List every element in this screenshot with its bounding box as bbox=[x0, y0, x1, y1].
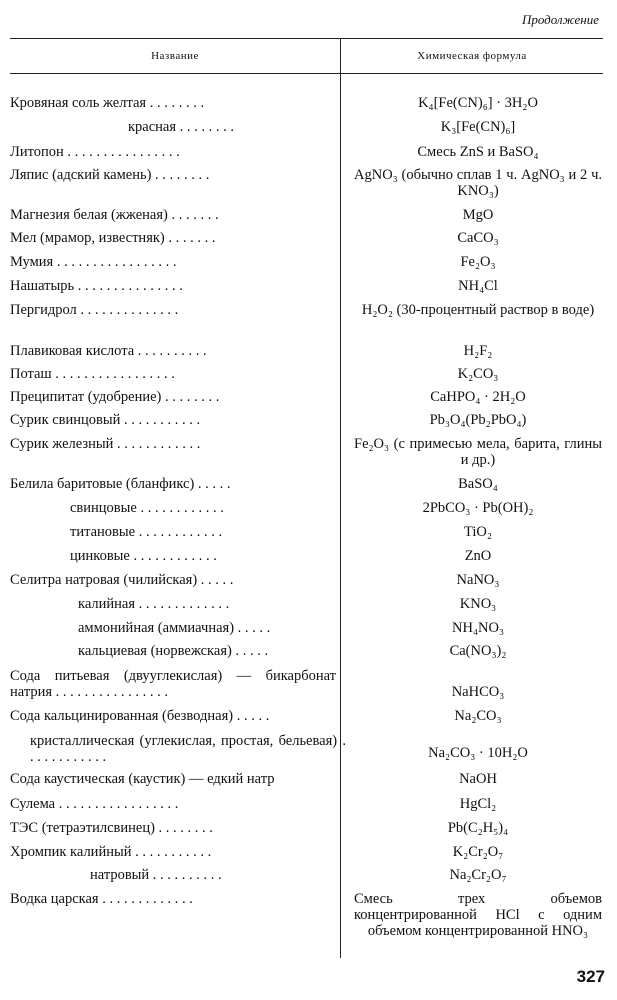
chemical-formula: Na₂Cr₂O₇ bbox=[449, 867, 507, 883]
chemical-formula: Pb₃O₄(Pb₂PbO₄) bbox=[429, 412, 527, 428]
substance-name: Литопон . . . . . . . . . . . . . . . . bbox=[10, 144, 180, 160]
substance-name: Сурик свинцовый . . . . . . . . . . . bbox=[10, 412, 201, 428]
chemical-formula: TiO₂ bbox=[464, 524, 492, 540]
substance-name: Сода каустическая (каустик) — едкий натр bbox=[10, 771, 275, 787]
chemical-formula: H₂F₂ bbox=[463, 343, 493, 359]
header-name-column: Название bbox=[151, 50, 199, 62]
page-number: 327 bbox=[576, 967, 605, 986]
chemical-formula: K₄[Fe(CN)₆] · 3H₂O bbox=[418, 95, 538, 111]
substance-name: Преципитат (удобрение) . . . . . . . . bbox=[10, 389, 220, 405]
chemical-formula: HgCl₂ bbox=[459, 796, 497, 812]
chemical-formula: NH₄NO₃ bbox=[452, 620, 504, 636]
chemical-formula: Na₂CO₃ · 10H₂O bbox=[428, 745, 528, 761]
chemical-formula: 2PbCO₃ · Pb(OH)₂ bbox=[422, 500, 534, 516]
substance-name: титановые . . . . . . . . . . . . bbox=[70, 524, 223, 540]
chemical-formula: Fe₂O₃ (с примесью мела, барита, глины и др.) bbox=[354, 436, 602, 468]
substance-name: цинковые . . . . . . . . . . . . bbox=[70, 548, 217, 564]
substance-name: натровый . . . . . . . . . . bbox=[90, 867, 222, 883]
substance-name: Хромпик калийный . . . . . . . . . . . bbox=[10, 844, 212, 860]
chemical-formula: K₂CO₃ bbox=[457, 366, 499, 382]
substance-name: Мел (мрамор, известняк) . . . . . . . bbox=[10, 230, 216, 246]
substance-name: аммонийная (аммиачная) . . . . . bbox=[78, 620, 271, 636]
chemical-formula: Ca(NO₃)₂ bbox=[449, 643, 507, 659]
substance-name: Сулема . . . . . . . . . . . . . . . . . bbox=[10, 796, 179, 812]
chemical-formula: Fe₂O₃ bbox=[460, 254, 496, 270]
chemical-formula: K₃[Fe(CN)₆] bbox=[440, 119, 516, 135]
substance-name: Водка царская . . . . . . . . . . . . . bbox=[10, 891, 193, 907]
table-header bbox=[10, 38, 603, 74]
chemical-formula: Pb(C₂H₅)₄ bbox=[447, 820, 509, 836]
substance-name: калийная . . . . . . . . . . . . . bbox=[78, 596, 230, 612]
chemical-formula: CaCO₃ bbox=[457, 230, 499, 246]
substance-name: кальциевая (норвежская) . . . . . bbox=[78, 643, 269, 659]
continuation-label: Продолжение bbox=[521, 12, 599, 27]
header-formula-column: Химическая формула bbox=[417, 50, 527, 62]
substance-name: свинцовые . . . . . . . . . . . . bbox=[70, 500, 224, 516]
substance-name: Кровяная соль желтая . . . . . . . . bbox=[10, 95, 205, 111]
chemical-formula: Смесь трех объемов концентрированной HCl с одним объемом концентрированной HNO₃ bbox=[354, 891, 602, 939]
substance-name: Ляпис (адский камень) . . . . . . . . bbox=[10, 167, 210, 183]
substance-name: ТЭС (тетраэтилсвинец) . . . . . . . . bbox=[10, 820, 213, 836]
substance-name: кристаллическая (углекислая, простая, бельевая) . . . . . . . . . . . . bbox=[30, 733, 346, 765]
substance-name: Пергидрол . . . . . . . . . . . . . . bbox=[10, 302, 179, 318]
substance-name: Магнезия белая (жженая) . . . . . . . bbox=[10, 207, 219, 223]
chemical-formula: AgNO₃ (обычно сплав 1 ч. AgNO₃ и 2 ч. KNO₃) bbox=[354, 167, 602, 199]
chemical-formula: ZnO bbox=[464, 548, 492, 564]
substance-name: Сода питьевая (двууглекислая) — бикарбонат натрия . . . . . . . . . . . . . . . . bbox=[10, 668, 336, 700]
chemical-formula: Na₂CO₃ bbox=[454, 708, 502, 724]
chemical-formula: NH₄Cl bbox=[458, 278, 498, 294]
chemical-formula: MgO bbox=[462, 207, 494, 223]
chemical-formula: Смесь ZnS и BaSO₄ bbox=[417, 144, 539, 160]
substance-name: красная . . . . . . . . bbox=[128, 119, 235, 135]
substance-name: Сурик железный . . . . . . . . . . . . bbox=[10, 436, 201, 452]
chemical-formula: H₂O₂ (30-процентный раствор в воде) bbox=[361, 302, 595, 318]
substance-name: Поташ . . . . . . . . . . . . . . . . . bbox=[10, 366, 175, 382]
substance-name: Селитра натровая (чилийская) . . . . . bbox=[10, 572, 234, 588]
chemical-formula: K₂Cr₂O₇ bbox=[452, 844, 504, 860]
substance-name: Сода кальцинированная (безводная) . . . . . bbox=[10, 708, 270, 724]
substance-name: Нашатырь . . . . . . . . . . . . . . . bbox=[10, 278, 183, 294]
chemical-formula: BaSO₄ bbox=[458, 476, 498, 492]
substance-name: Мумия . . . . . . . . . . . . . . . . . bbox=[10, 254, 177, 270]
column-divider bbox=[340, 38, 341, 958]
chemical-formula: KNO₃ bbox=[459, 596, 497, 612]
chemical-formula: NaOH bbox=[459, 771, 497, 787]
substance-name: Белила баритовые (бланфикс) . . . . . bbox=[10, 476, 231, 492]
chemical-formula: NaHCO₃ bbox=[451, 684, 505, 700]
chemical-formula: NaNO₃ bbox=[456, 572, 500, 588]
chemical-formula: CaHPO₄ · 2H₂O bbox=[430, 389, 526, 405]
substance-name: Плавиковая кислота . . . . . . . . . . bbox=[10, 343, 207, 359]
